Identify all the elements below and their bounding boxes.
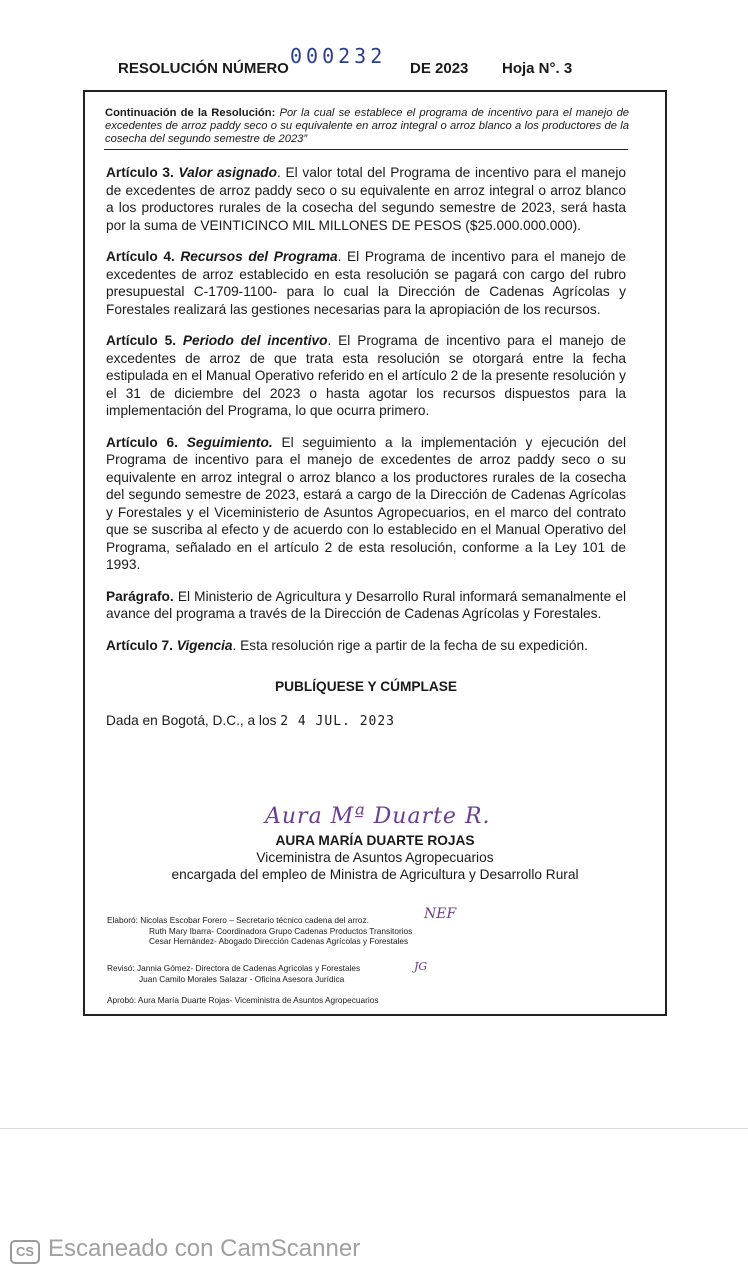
document-body	[106, 164, 626, 730]
handwritten-signature: Aura Mª Duarte R.	[265, 804, 491, 829]
article-5	[106, 332, 626, 420]
aprobo-block	[107, 995, 379, 1006]
article-text: El Ministerio de Agricultura y Desarrollo Rural informará semanalmente el avance del programa a través de la Dirección de Cadenas Agrícolas y Forestales.	[106, 588, 626, 621]
elaboro-line: Ruth Mary Ibarra- Coordinadora Grupo Cadenas Productos Transitorios	[149, 925, 413, 936]
article-text: El seguimiento a la implementación y ejecución del Programa de incentivo para el manejo de excedentes de arroz paddy seco o su equivalente en arroz integral o arroz blanco a los productores rurales de la cosecha del segundo semestre de 2023, estará a cargo de la Dirección de Cadenas Agrícolas y Forestales y el Viceministerio de Asuntos Agropecuarios, en el marco del contrato que se suscriba al efecto y de acuerdo con lo establecido en el Manual Operativo del Programa, señalado en el artículo 2 de esta resolución, conforme a la Ley 101 de 1993.	[106, 434, 626, 572]
elaboro-label: Elaboró:	[107, 915, 138, 925]
signer-name: AURA MARÍA DUARTE ROJAS	[275, 833, 475, 848]
initials-signature: JG	[414, 960, 428, 973]
article-6	[106, 434, 626, 574]
reviso-block	[107, 963, 360, 984]
article-title: Seguimiento.	[186, 434, 273, 450]
reviso-line: Jannia Gómez- Directora de Cadenas Agrícolas y Forestales	[136, 963, 361, 973]
reviso-label: Revisó:	[107, 963, 135, 973]
article-title: Vigencia	[176, 637, 233, 653]
elaboro-line: Nicolas Escobar Forero – Secretario técnico cadena del arroz.	[140, 915, 369, 925]
resolution-number-stamp: 000232	[290, 44, 387, 68]
continuation-note	[105, 107, 629, 146]
signer-role-2: encargada del empleo de Ministra de Agricultura y Desarrollo Rural	[171, 867, 579, 882]
divider	[104, 149, 628, 150]
publiquese-heading: PUBLÍQUESE Y CÚMPLASE	[274, 679, 458, 694]
article-3	[106, 164, 626, 234]
scan-edge-line	[0, 1128, 748, 1129]
date-stamp: 2 4 JUL. 2023	[280, 713, 395, 729]
resolution-year: DE 2023	[410, 60, 469, 77]
signer-role: Viceministra de Asuntos Agropecuarios	[256, 850, 494, 865]
article-title: Recursos del Programa	[180, 249, 338, 264]
camscanner-logo-icon: CS	[10, 1240, 40, 1264]
article-title: Valor asignado	[178, 165, 278, 180]
article-text: . El Programa de incentivo para el manejo de excedentes de arroz de que trata esta resolución se otorgará entre la fecha estipulada en el Manual Operativo referido en el artículo 2 de la presente resolución y el 31 de diciembre del 2023 o hasta agotar los recursos dispuestos para la implementación del Programa, lo que ocurra primero.	[106, 333, 627, 418]
dada-line	[106, 712, 626, 731]
continuation-label: Continuación de la Resolución:	[105, 107, 276, 119]
sheet-number: Hoja N°. 3	[502, 60, 573, 77]
aprobo-label: Aprobó:	[107, 995, 137, 1005]
article-label: Artículo 3.	[106, 165, 174, 180]
reviso-line: Juan Camilo Morales Salazar - Oficina Asesora Jurídica	[139, 973, 345, 984]
initials-signature: NEF	[424, 906, 457, 922]
article-label: Parágrafo.	[106, 588, 174, 604]
article-title: Periodo del incentivo	[182, 333, 328, 348]
article-label: Artículo 5.	[106, 333, 177, 348]
article-text: . El Programa de incentivo para el manejo de excedentes de arroz establecido en esta resolución se pagará con cargo del rubro presupuestal C-1709-1100- para lo cual la Dirección de Cadenas Agrícolas y Forestales realizará las gestiones necesarias para la apropiación de los recursos.	[106, 249, 626, 317]
aprobo-line: Aura María Duarte Rojas- Viceministra de Asuntos Agropecuarios	[137, 995, 379, 1005]
camscanner-watermark: Escaneado con CamScanner	[48, 1235, 361, 1262]
elaboro-block	[107, 915, 412, 947]
paragrafo	[106, 588, 626, 623]
dada-text: Dada en Bogotá, D.C., a los	[106, 712, 277, 728]
article-text: . Esta resolución rige a partir de la fecha de su expedición.	[232, 637, 588, 653]
continuation-text: Por la cual se establece el programa de incentivo para el manejo de excedentes de arroz paddy seco o su equivalente en arroz integral o arroz blanco a los productores de la cosecha del segundo semestre de 2023”	[105, 107, 630, 145]
article-7	[106, 637, 626, 655]
resolution-label: RESOLUCIÓN NÚMERO	[118, 60, 289, 77]
article-text: . El valor total del Programa de incentivo para el manejo de excedentes de arroz paddy seco o su equivalente en arroz integral o arroz blanco a los productores rurales de la cosecha del segundo semestre de 2023, será hasta por la suma de VEINTICINCO MIL MILLONES DE PESOS ($25.000.000.000).	[106, 165, 626, 233]
article-4	[106, 248, 626, 318]
article-label: Artículo 6.	[106, 434, 178, 450]
elaboro-line: Cesar Hernández- Abogado Dirección Cadenas Agrícolas y Forestales	[149, 936, 409, 946]
article-label: Artículo 7.	[106, 637, 173, 653]
signer-block	[83, 810, 667, 883]
document-header	[0, 44, 748, 84]
article-label: Artículo 4.	[106, 249, 175, 264]
